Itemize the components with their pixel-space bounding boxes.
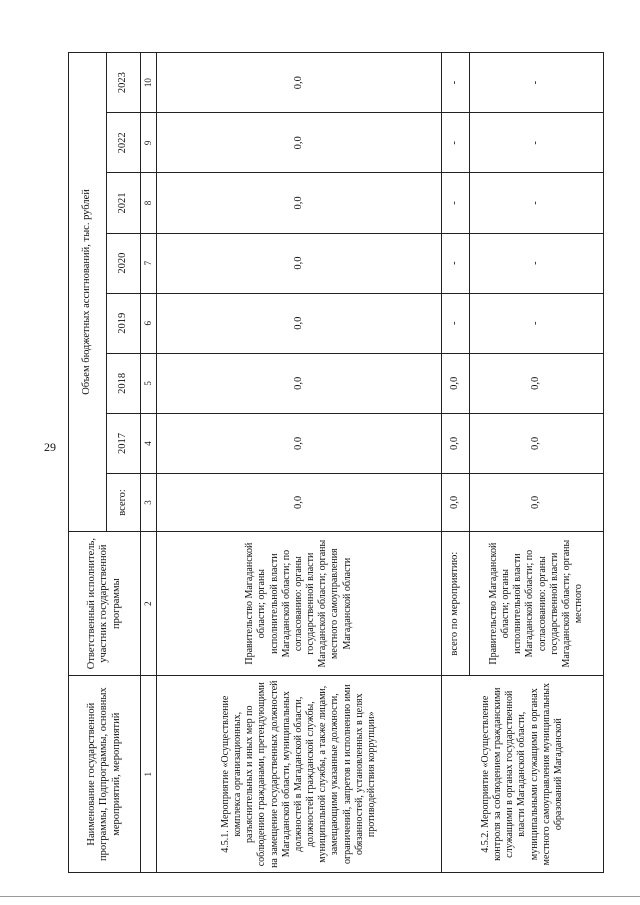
- value-2022: -: [470, 113, 604, 173]
- budget-table: [68, 52, 604, 873]
- value-2020: -: [470, 233, 604, 293]
- col-number: 4: [141, 413, 157, 473]
- column-number-row: [141, 53, 157, 873]
- header-year-2018: 2018: [107, 353, 141, 413]
- value-total: 0,0: [470, 474, 604, 532]
- value-2019: -: [470, 293, 604, 353]
- col-number: 9: [141, 113, 157, 173]
- value-2021: 0,0: [157, 173, 442, 233]
- executor-cell: Правительство Магаданской области; органы исполнительной власти Магаданской области; по согласованию: органы государственной власти Магаданской области; органы местного: [470, 531, 604, 676]
- col-number: 2: [141, 531, 157, 676]
- rotated-table-wrapper: [68, 52, 603, 873]
- page-number: 29: [44, 440, 56, 454]
- value-2021: -: [442, 173, 470, 233]
- page-bottom-rule: [0, 896, 640, 897]
- value-2021: -: [470, 173, 604, 233]
- value-2020: -: [442, 233, 470, 293]
- header-row-1: [69, 53, 107, 873]
- value-total: 0,0: [442, 474, 470, 532]
- header-year-2022: 2022: [107, 113, 141, 173]
- header-total: всего:: [107, 474, 141, 532]
- value-2018: 0,0: [470, 353, 604, 413]
- value-2022: -: [442, 113, 470, 173]
- col-number: 8: [141, 173, 157, 233]
- value-2019: 0,0: [157, 293, 442, 353]
- value-2017: 0,0: [157, 413, 442, 473]
- value-2019: -: [442, 293, 470, 353]
- activity-name: 4.5.2. Мероприятие «Осуществление контроля за соблюдением гражданскими служащими в органах государственной власти Магаданской области, муниципальными служащими в органах местного самоуправления муниципальных образований Магаданской: [442, 676, 604, 873]
- col-number: 5: [141, 353, 157, 413]
- header-year-2017: 2017: [107, 413, 141, 473]
- activity-name: 4.5.1. Мероприятие «Осуществление комплекса организационных, разъяснительных и иных мер по соблюдению гражданами, претендующими на замещение государственных должностей Магаданской области, муниципальных должностей в Магаданской области, должностей гражданской службы, муниципальной службы, а также лицами, замещающими указанные должности, ограничений, запретов и исполнению ими обязанностей, установленных в целях противодействия коррупции»: [157, 676, 442, 873]
- table-row: [442, 53, 470, 873]
- header-year-2021: 2021: [107, 173, 141, 233]
- value-2022: 0,0: [157, 113, 442, 173]
- header-executor: Ответственный исполнитель, участник государственной программы: [69, 531, 141, 676]
- col-number: 6: [141, 293, 157, 353]
- value-total: 0,0: [157, 474, 442, 532]
- value-2023: 0,0: [157, 53, 442, 113]
- value-2018: 0,0: [157, 353, 442, 413]
- table-row: [157, 53, 442, 873]
- header-name: Наименование государственной программы, Подпрограммы, основных мероприятий, мероприятий: [69, 676, 141, 873]
- value-2017: 0,0: [442, 413, 470, 473]
- value-2017: 0,0: [470, 413, 604, 473]
- value-2018: 0,0: [442, 353, 470, 413]
- executor-cell: Правительство Магаданской области; органы исполнительной власти Магаданской области; по согласованию: органы государственной власти Магаданской области; органы местного самоуправления Магаданской области: [157, 531, 442, 676]
- executor-cell: всего по мероприятию:: [442, 531, 470, 676]
- col-number: 10: [141, 53, 157, 113]
- value-2020: 0,0: [157, 233, 442, 293]
- header-budget-group: Объем бюджетных ассигнований, тыс. рублей: [69, 53, 107, 532]
- col-number: 3: [141, 474, 157, 532]
- header-year-2020: 2020: [107, 233, 141, 293]
- value-2023: -: [442, 53, 470, 113]
- col-number: 7: [141, 233, 157, 293]
- col-number: 1: [141, 676, 157, 873]
- header-year-2019: 2019: [107, 293, 141, 353]
- header-year-2023: 2023: [107, 53, 141, 113]
- value-2023: -: [470, 53, 604, 113]
